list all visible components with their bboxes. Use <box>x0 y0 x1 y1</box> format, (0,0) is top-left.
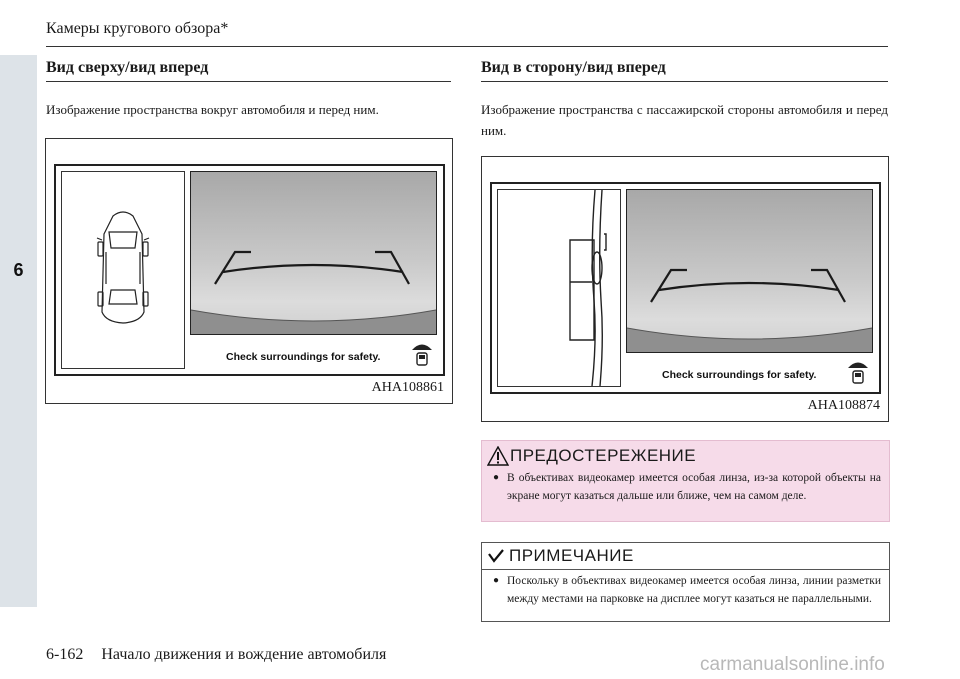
page-header-title: Камеры кругового обзора* <box>46 20 229 37</box>
left-figure <box>45 138 453 404</box>
left-figure-code: AHA108861 <box>371 380 444 395</box>
left-section-text: Изображение пространства вокруг автомобиля и перед ним. <box>46 102 379 117</box>
top-view-panel <box>61 171 185 369</box>
left-display-screen <box>54 164 445 376</box>
parking-guide-lines-right <box>627 190 872 352</box>
warning-bullet: ● <box>493 472 500 483</box>
right-display-screen <box>490 182 881 394</box>
right-section-divider <box>481 81 888 82</box>
footer-section-title: Начало движения и вождение автомобиля <box>101 646 387 663</box>
camera-sensor-icon <box>411 341 433 367</box>
warning-triangle-icon <box>487 446 509 466</box>
car-side-view-icon <box>498 190 620 386</box>
note-text: Поскольку в объективах видеокамер имеется особая линза, линии разметки между местами на парковке на дисплее могут казаться не параллельными. <box>507 575 881 605</box>
camera-sensor-icon-right <box>847 359 869 385</box>
warning-box <box>481 440 890 522</box>
right-figure <box>481 156 889 422</box>
right-section-title: Вид в сторону/вид вперед <box>481 59 666 76</box>
warning-title: ПРЕДОСТЕРЕЖЕНИЕ <box>510 446 697 465</box>
watermark: carmanualsonline.info <box>700 654 885 675</box>
front-camera-view-right <box>626 189 873 353</box>
note-bullet: ● <box>493 575 500 586</box>
side-view-panel <box>497 189 621 387</box>
page-footer <box>46 646 386 664</box>
page-number: 6-162 <box>46 646 84 663</box>
left-section-title: Вид сверху/вид вперед <box>46 59 209 76</box>
right-section-text: Изображение пространства с пассажирской стороны автомобиля и перед ним. <box>481 102 888 138</box>
warning-text: В объективах видеокамер имеется особая линза, из-за которой объекты на экране могут казаться дальше или ближе, чем на самом деле. <box>507 472 881 502</box>
left-safety-message: Check surroundings for safety. <box>226 351 381 363</box>
note-box <box>481 542 890 622</box>
car-top-view-icon <box>62 172 184 368</box>
header-divider <box>46 46 888 47</box>
front-camera-view <box>190 171 437 335</box>
note-check-icon <box>487 548 505 564</box>
right-figure-code: AHA108874 <box>807 398 880 413</box>
note-divider <box>482 569 889 570</box>
chapter-number: 6 <box>13 260 24 280</box>
left-section-divider <box>46 81 451 82</box>
note-title: ПРИМЕЧАНИЕ <box>509 546 634 565</box>
parking-guide-lines <box>191 172 436 334</box>
note-item <box>493 572 881 608</box>
warning-item <box>493 469 881 505</box>
chapter-tab <box>0 55 37 607</box>
right-safety-message: Check surroundings for safety. <box>662 369 817 381</box>
